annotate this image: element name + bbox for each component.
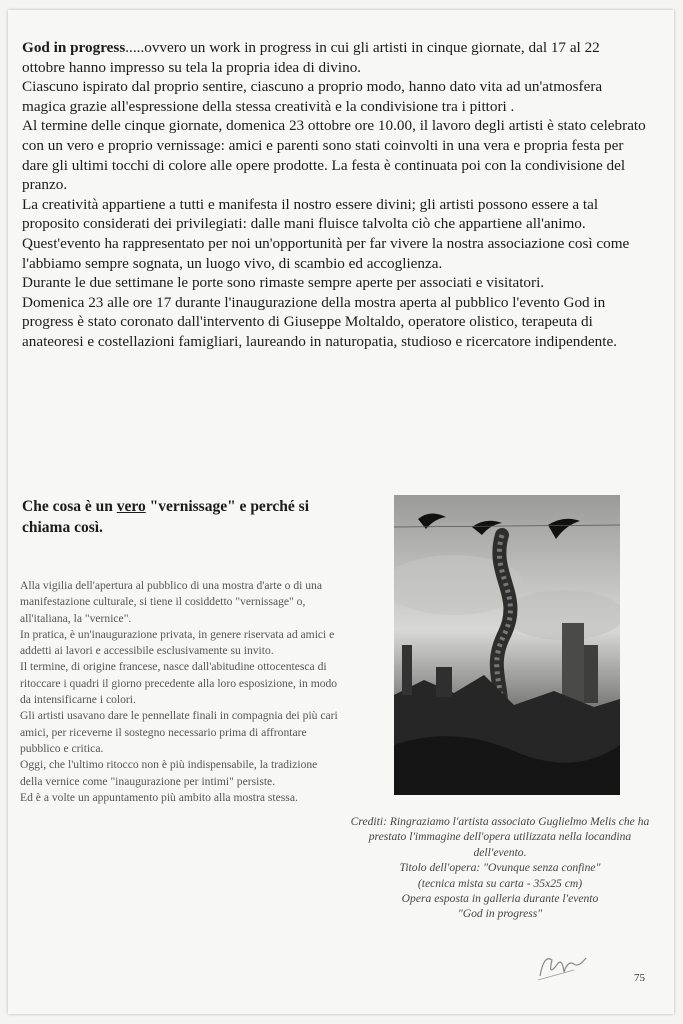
title-continuation: .....ovvero un work in progress in cui gli artisti in cinque giornate, dal 17 al 22 ottobre hanno impresso su tela la propria idea di divino. bbox=[22, 39, 600, 76]
artwork-credits bbox=[342, 814, 658, 922]
vernissage-heading bbox=[22, 496, 322, 538]
handwritten-signature bbox=[534, 946, 594, 986]
artwork-image bbox=[394, 495, 620, 795]
intro-text bbox=[22, 38, 646, 352]
article-title: God in progress bbox=[22, 39, 126, 56]
heading-underlined-word: vero bbox=[116, 498, 146, 515]
intro-paragraph-title bbox=[22, 38, 646, 77]
explanation-paragraph: Oggi, che l'ultimo ritocco non è più indispensabile, la tradizione della vernice come "inaugurazione per intimi" persiste. bbox=[20, 758, 318, 788]
credits-line: Crediti: Ringraziamo l'artista associato Guglielmo Melis che ha prestato l'immagine dell'opera utilizzata nella locandina dell'evento. bbox=[350, 815, 650, 859]
page-number: 75 bbox=[634, 972, 645, 984]
intro-paragraph: Durante le due settimane le porte sono rimaste sempre aperte per associati e visitatori. bbox=[22, 274, 545, 292]
intro-paragraph: Ciascuno ispirato dal proprio sentire, ciascuno a proprio modo, hanno dato vita ad un'atmosfera magica grazie all'espressione della stessa creatività e la condivisione tra i pittori . bbox=[22, 78, 603, 115]
heading-part: "vernissage" e perché si chiama così. bbox=[22, 498, 310, 536]
vernissage-explanation bbox=[20, 578, 340, 806]
intro-paragraph: Al termine delle cinque giornate, domenica 23 ottobre ore 10.00, il lavoro degli artisti è stato celebrato con un vero e proprio vernissage: amici e parenti sono stati coinvolti in una vera e propria festa per dare gli ultimi tocchi di colore alle opere prodotte. La festa è continuata poi con la condivisione del pranzo. bbox=[22, 117, 646, 194]
credits-line: (tecnica mista su carta - 35x25 cm) bbox=[417, 876, 583, 890]
intro-paragraph: Quest'evento ha rappresentato per noi un'opportunità per far vivere la nostra associazione così come l'abbiamo sempre sognata, un luogo vivo, di scambio ed accoglienza. bbox=[22, 234, 630, 272]
explanation-paragraph: In pratica, è un'inaugurazione privata, in genere riservata ad amici e addetti ai lavori e accessibile esclusivamente su invito. bbox=[20, 627, 335, 658]
explanation-paragraph: Ed è a volte un appuntamento più ambito alla mostra stessa. bbox=[20, 790, 298, 804]
artwork-illustration bbox=[394, 495, 620, 795]
heading-part: Che cosa è un bbox=[22, 498, 117, 515]
intro-paragraph: La creatività appartiene a tutti e manifesta il nostro essere divini; gli artisti possono essere a tal proposito considerati dei privilegiati: dalle mani fluisce talvolta ciò che appartiene all'animo. bbox=[22, 195, 599, 233]
explanation-paragraph: Alla vigilia dell'apertura al pubblico di una mostra d'arte o di una manifestazione culturale, si tiene il cosiddetto "vernissage" o, all'italiana, la "vernice". bbox=[20, 579, 322, 625]
credits-line: "God in progress" bbox=[457, 907, 543, 921]
document-page bbox=[8, 10, 674, 1014]
intro-paragraph: Domenica 23 alle ore 17 durante l'inaugurazione della mostra aperta al pubblico l'evento God in progress è stato coronato dall'intervento di Giuseppe Moltaldo, operatore olistico, terapeuta di anateoresi e costellazioni famigliari, laureando in naturopatia, studioso e ricercatore indipendente. bbox=[22, 293, 618, 350]
credits-line: Titolo dell'opera: "Ovunque senza confine" bbox=[399, 861, 601, 875]
credits-line: Opera esposta in galleria durante l'evento bbox=[401, 892, 599, 906]
explanation-paragraph: Il termine, di origine francese, nasce dall'abitudine ottocentesca di ritoccare i quadri il giorno precedente alla loro esposizione, in modo da intensificarne i colori. bbox=[20, 660, 338, 707]
explanation-paragraph: Gli artisti usavano dare le pennellate finali in compagnia dei più cari amici, per riceverne il sostegno necessario prima di affrontare pubblico e critica. bbox=[20, 709, 338, 755]
